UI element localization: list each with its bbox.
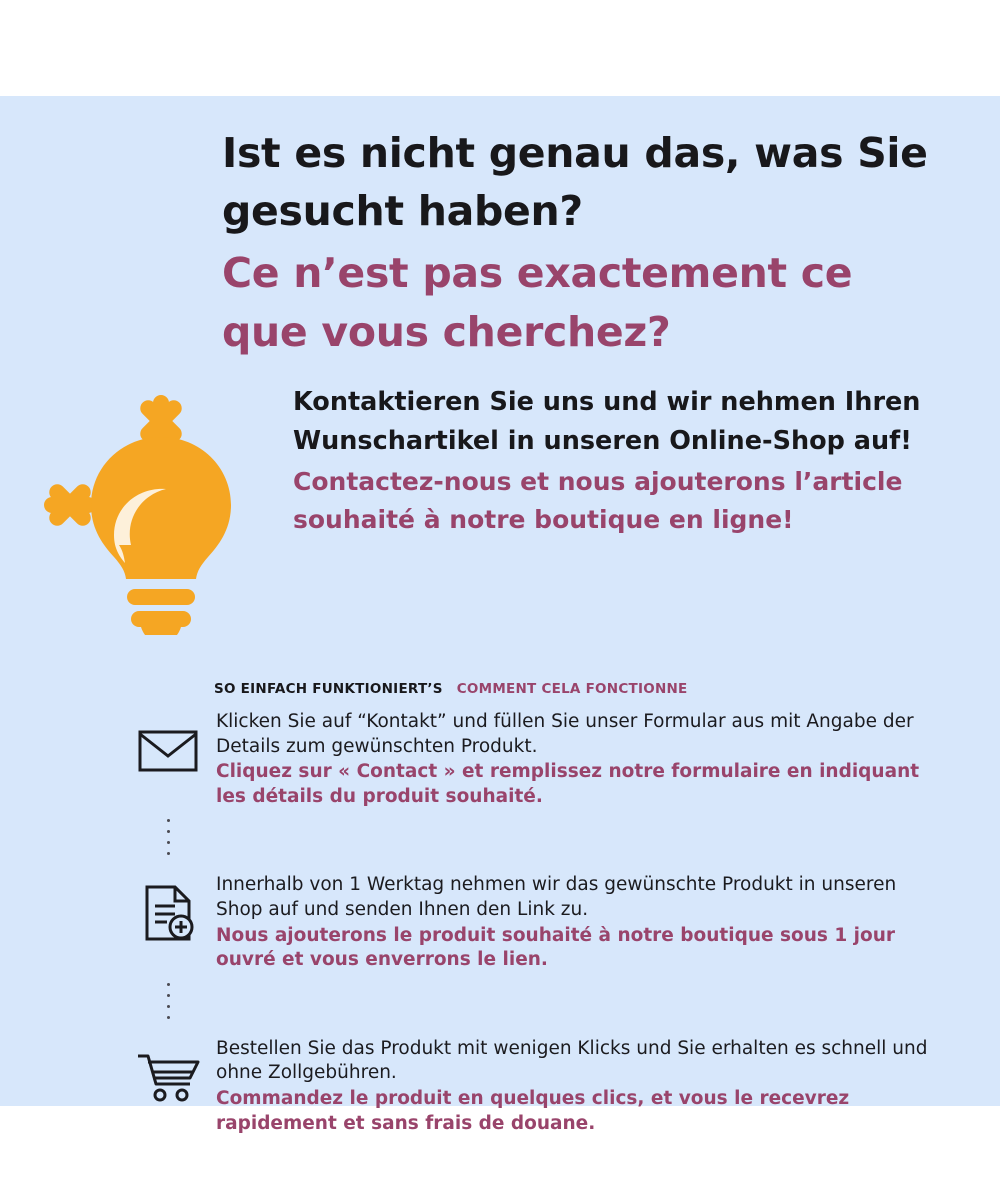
step-connector-dots — [120, 809, 216, 865]
intro-french: Contactez-nous et nous ajouterons l’article souhaité à notre boutique en ligne! — [293, 466, 903, 534]
document-add-icon — [120, 869, 216, 951]
headline-block — [222, 124, 932, 363]
step-german: Innerhalb von 1 Werktag nehmen wir das gewünschte Produkt in unseren Shop auf und senden Ihnen den Link zu. — [216, 874, 897, 920]
step-item — [120, 869, 930, 972]
step-connector-dots — [120, 973, 216, 1029]
intro-block — [293, 383, 923, 540]
howto-label-french: COMMENT CELA FONCTIONNE — [456, 681, 688, 697]
step-german: Bestellen Sie das Produkt mit wenigen Klicks und Sie erhalten es schnell und ohne Zollgebühren. — [216, 1037, 928, 1084]
envelope-icon — [120, 706, 216, 788]
headline-french: Ce n’est pas exactement ce que vous cherchez? — [222, 249, 853, 357]
step-text — [216, 706, 930, 809]
headline-german: Ist es nicht genau das, was Sie gesucht haben? — [222, 129, 928, 236]
intro-german: Kontaktieren Sie uns und wir nehmen Ihren Wunschartikel in unseren Online-Shop auf! — [293, 387, 921, 456]
step-item — [120, 1033, 930, 1136]
step-text — [216, 1033, 930, 1136]
step-french: Nous ajouterons le produit souhaité à notre boutique sous 1 jour ouvré et vous enverrons le lien. — [216, 924, 895, 971]
steps-list — [120, 706, 930, 1136]
shopping-cart-icon — [120, 1033, 216, 1115]
step-french: Commandez le produit en quelques clics, et vous le recevrez rapidement et sans frais de douane. — [216, 1087, 850, 1134]
lightbulb-icon — [36, 385, 284, 635]
howto-label — [214, 681, 688, 697]
step-german: Klicken Sie auf “Kontakt” und füllen Sie unser Formular aus mit Angabe der Details zum gewünschten Produkt. — [216, 711, 914, 757]
step-item — [120, 706, 930, 809]
step-french: Cliquez sur « Contact » et remplissez notre formulaire en indiquant les détails du produit souhaité. — [216, 761, 920, 807]
step-text — [216, 869, 930, 972]
howto-label-german: SO EINFACH FUNKTIONIERT’S — [214, 681, 443, 697]
